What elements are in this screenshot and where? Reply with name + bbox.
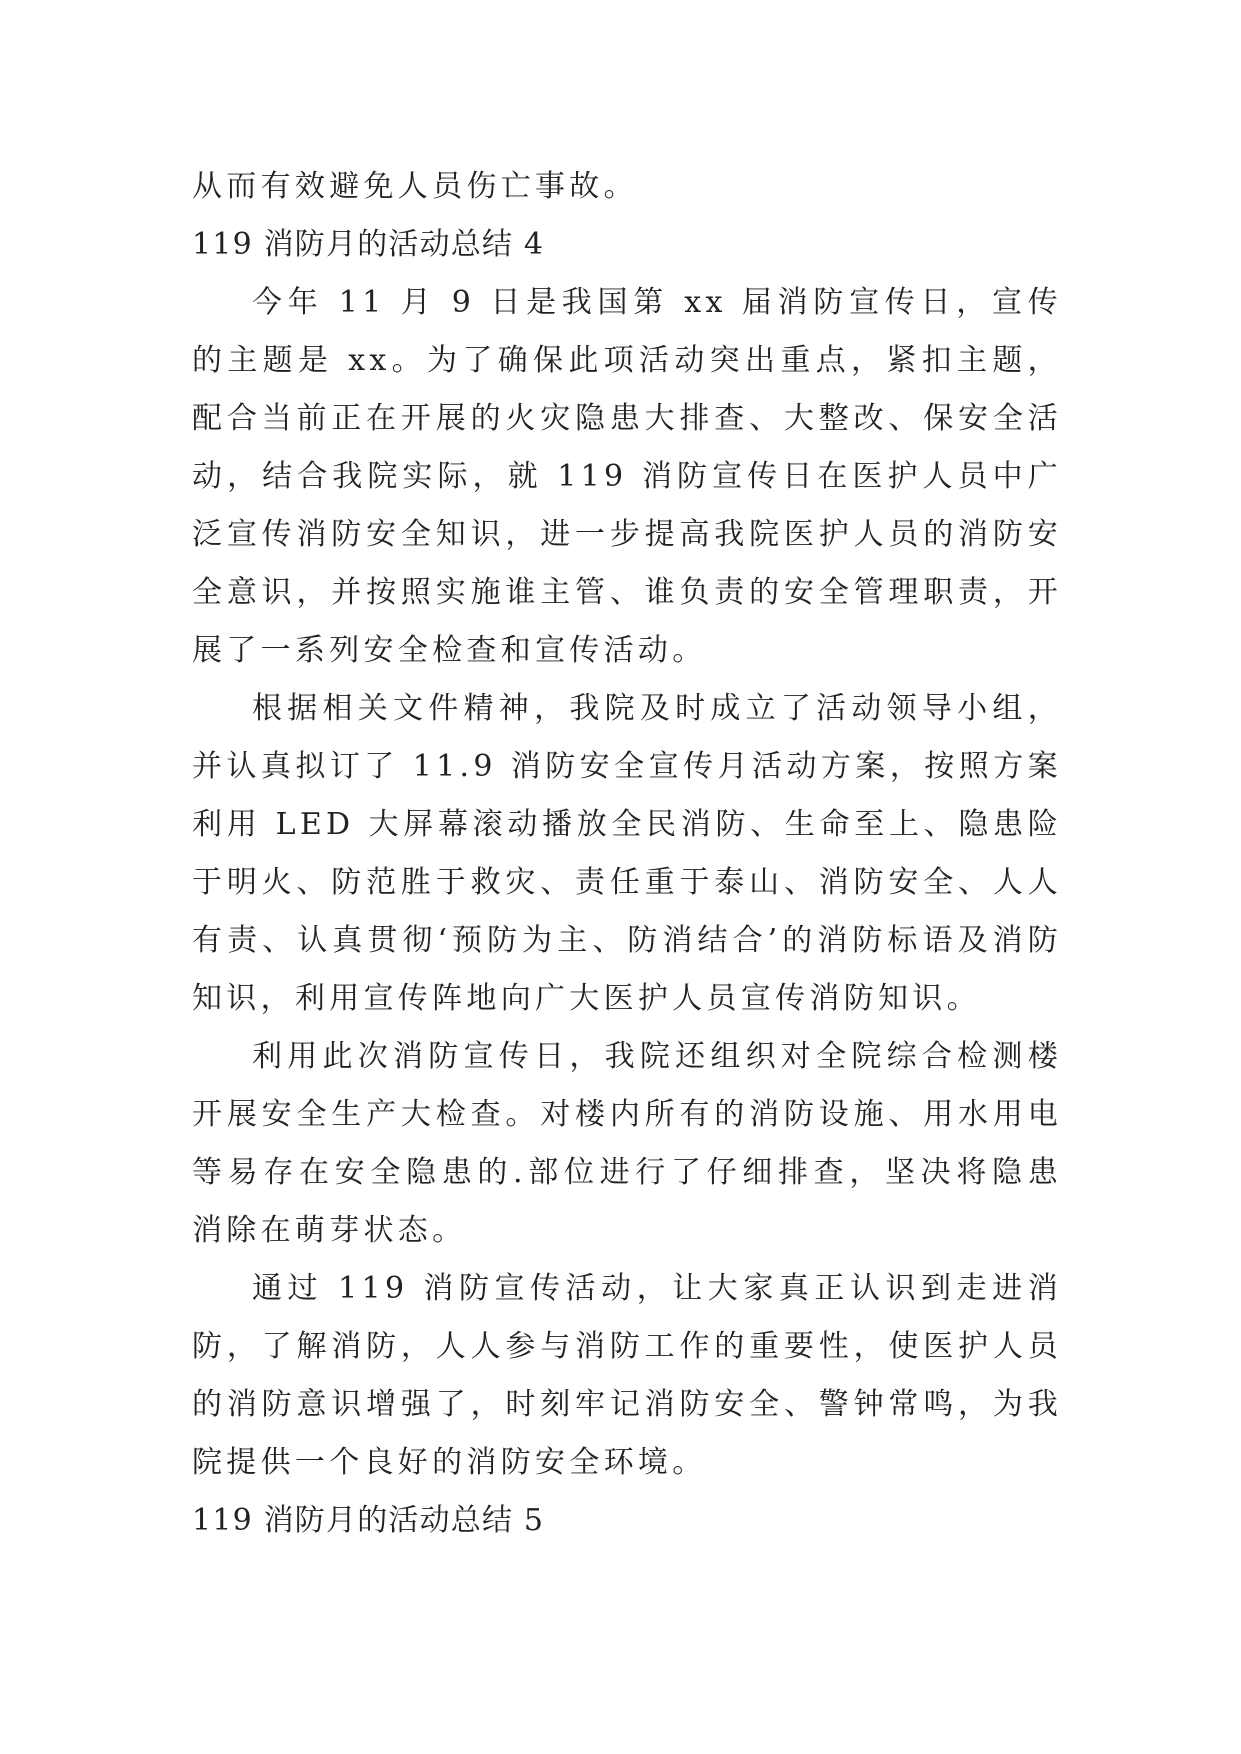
section-4-heading: 119 消防月的活动总结 4 bbox=[192, 227, 545, 262]
paragraph-2: 根据相关文件精神，我院及时成立了活动领导小组，并认真拟订了 11.9 消防安全宣传月活动方案，按照方案利用 LED 大屏幕滚动播放全民消防、生命至上、隐患险于明火、防范胜于救灾、责任重于泰山、消防安全、人人有责、认真贯彻‘预防为主、防消结合’的消防标语及消防知识，利用宣传阵地向广大医护人员宣传消防知识。 bbox=[192, 691, 1062, 1016]
section-5-heading: 119 消防月的活动总结 5 bbox=[192, 1503, 545, 1538]
document-body bbox=[192, 158, 1062, 1550]
paragraph-1: 今年 11 月 9 日是我国第 xx 届消防宣传日，宣传的主题是 xx。为了确保此项活动突出重点，紧扣主题，配合当前正在开展的火灾隐患大排查、大整改、保安全活动，结合我院实际，就 119 消防宣传日在医护人员中广泛宣传消防安全知识，进一步提高我院医护人员的消防安全意识，并按照实施谁主管、谁负责的安全管理职责，开展了一系列安全检查和宣传活动。 bbox=[192, 285, 1062, 668]
fragment-end-line: 从而有效避免人员伤亡事故。 bbox=[192, 169, 638, 204]
paragraph-4: 通过 119 消防宣传活动，让大家真正认识到走进消防，了解消防，人人参与消防工作的重要性，使医护人员的消防意识增强了，时刻牢记消防安全、警钟常鸣，为我院提供一个良好的消防安全环境。 bbox=[192, 1271, 1062, 1480]
paragraph-3: 利用此次消防宣传日，我院还组织对全院综合检测楼开展安全生产大检查。对楼内所有的消防设施、用水用电等易存在安全隐患的.部位进行了仔细排查，坚决将隐患消除在萌芽状态。 bbox=[192, 1039, 1062, 1248]
